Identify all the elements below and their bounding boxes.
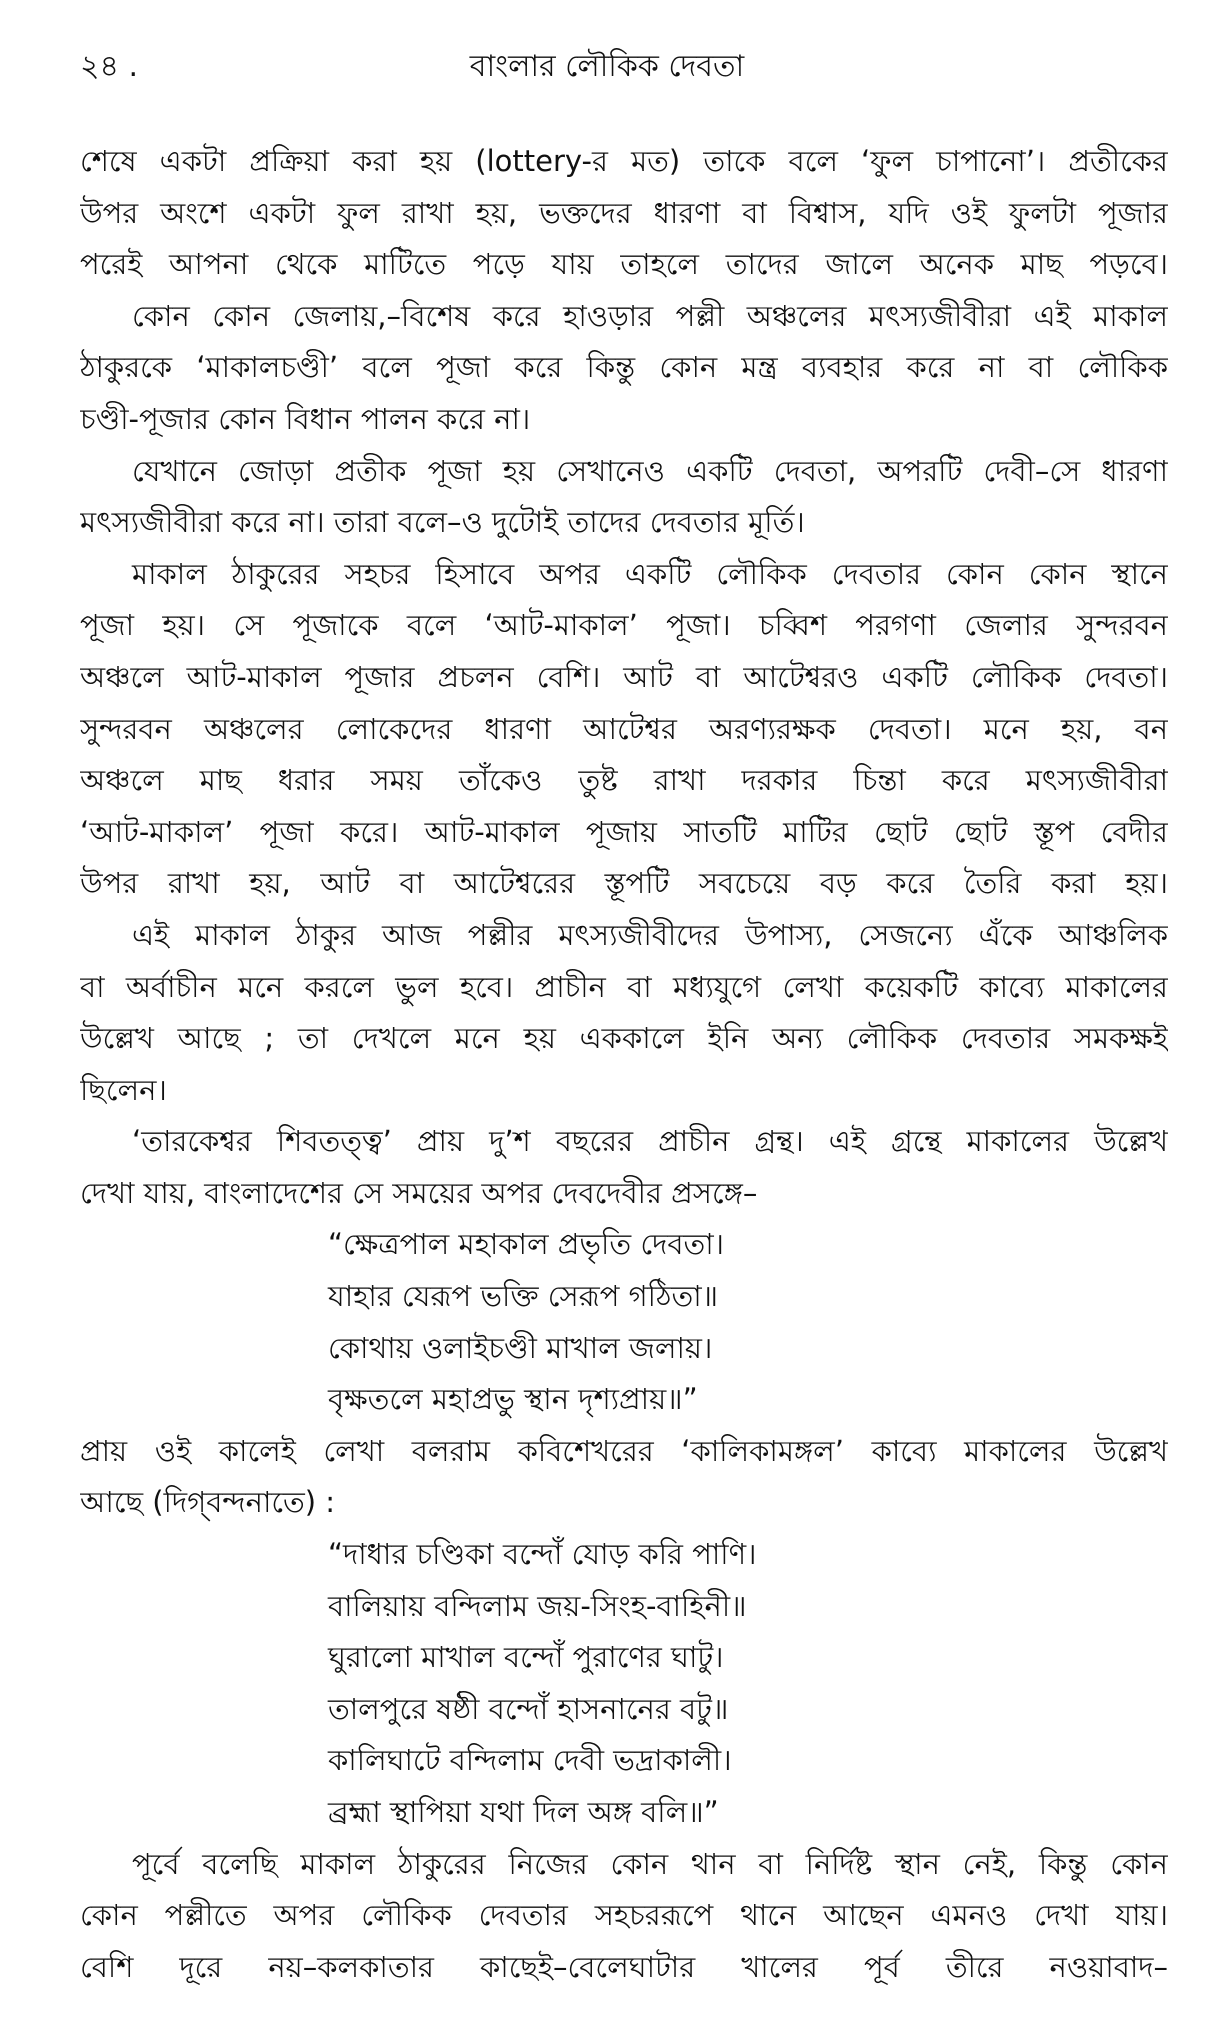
verse-line: যাহার যেরূপ ভক্তি সেরূপ গঠিতা॥ [328, 1279, 719, 1314]
text-line: পূর্বে বলেছি মাকাল ঠাকুরের নিজের কোন থান বা নির্দিষ্ট স্থান নেই, কিন্তু কোন [132, 1846, 1168, 1881]
text-line: ‘আট-মাকাল’ পূজা করে। আট-মাকাল পূজায় সাতটি মাটির ছোট ছোট স্তূপ বেদীর [80, 814, 1168, 849]
text-line: বা অর্বাচীন মনে করলে ভুল হবে। প্রাচীন বা মধ্যযুগে লেখা কয়েকটি কাব্যে মাকালের [80, 969, 1168, 1004]
text-line: ঠাকুরকে ‘মাকালচণ্ডী’ বলে পূজা করে কিন্তু কোন মন্ত্র ব্যবহার করে না বা লৌকিক [80, 350, 1168, 385]
text-line: ‘তারকেশ্বর শিবতত্ত্ব’ প্রায় দু’শ বছরের প্রাচীন গ্রন্থ। এই গ্রন্থে মাকালের উল্লেখ [132, 1124, 1168, 1159]
page-body-text [80, 136, 1168, 1993]
text-line: এই মাকাল ঠাকুর আজ পল্লীর মৎস্যজীবীদের উপাস্য, সেজন্যে এঁকে আঞ্চলিক [132, 917, 1168, 952]
text-line: চণ্ডী-পূজার কোন বিধান পালন করে না। [80, 401, 531, 436]
text-line: অঞ্চলে মাছ ধরার সময় তাঁকেও তুষ্ট রাখা দরকার চিন্তা করে মৎস্যজীবীরা [80, 763, 1168, 798]
text-line: উল্লেখ আছে ; তা দেখলে মনে হয় এককালে ইনি অন্য লৌকিক দেবতার সমকক্ষই [80, 1021, 1168, 1056]
running-title: বাংলার লৌকিক দেবতা [469, 49, 745, 84]
text-line: সুন্দরবন অঞ্চলের লোকেদের ধারণা আটেশ্বর অরণ্যরক্ষক দেবতা। মনে হয়, বন [80, 711, 1168, 746]
text-line: কোন পল্লীতে অপর লৌকিক দেবতার সহচররূপে থানে আছেন এমনও দেখা যায়। [80, 1898, 1168, 1933]
text-line: যেখানে জোড়া প্রতীক পূজা হয় সেখানেও একটি দেবতা, অপরটি দেবী–সে ধারণা [132, 453, 1168, 488]
text-line: শেষে একটা প্রক্রিয়া করা হয় (lottery-র মত) তাকে বলে ‘ফুল চাপানো’। প্রতীকের [80, 144, 1168, 178]
text-line: আছে (দিগ্‌বন্দনাতে) : [80, 1485, 336, 1520]
verse-line: “ক্ষেত্রপাল মহাকাল প্রভৃতি দেবতা। [328, 1227, 724, 1262]
text-line: প্রায় ওই কালেই লেখা বলরাম কবিশেখরের ‘কালিকামঙ্গল’ কাব্যে মাকালের উল্লেখ [80, 1433, 1168, 1468]
verse-line: কালিঘাটে বন্দিলাম দেবী ভদ্রাকালী। [328, 1743, 732, 1778]
verse-line: বালিয়ায় বন্দিলাম জয়-সিংহ-বাহিনী॥ [328, 1588, 747, 1623]
verse-line: বৃক্ষতলে মহাপ্রভু স্থান দৃশ্যপ্রায়॥” [328, 1382, 698, 1417]
verse-line: ব্রহ্মা স্থাপিয়া যথা দিল অঙ্গ বলি॥” [328, 1795, 719, 1829]
text-line: দেখা যায়, বাংলাদেশের সে সময়ের অপর দেবদেবীর প্রসঙ্গে– [80, 1175, 758, 1210]
text-line: বেশি দূরে নয়–কলকাতার কাছেই–বেলেঘাটার খালের পূর্ব তীরে নওয়াবাদ– [80, 1949, 1168, 1984]
text-line: পরেই আপনা থেকে মাটিতে পড়ে যায় তাহলে তাদের জালে অনেক মাছ পড়বে। [80, 247, 1168, 282]
verse-line: ঘুরালো মাখাল বন্দোঁ পুরাণের ঘাটু। [328, 1640, 724, 1675]
text-line: পূজা হয়। সে পূজাকে বলে ‘আট-মাকাল’ পূজা। চব্বিশ পরগণা জেলার সুন্দরবন [80, 608, 1168, 643]
text-line: ছিলেন। [80, 1072, 167, 1107]
text-line: উপর রাখা হয়, আট বা আটেশ্বরের স্তূপটি সবচেয়ে বড় করে তৈরি করা হয়। [80, 866, 1168, 901]
verse-line: কোথায় ওলাইচণ্ডী মাখাল জলায়। [328, 1330, 713, 1365]
verse-line: তালপুরে ষষ্ঠী বন্দোঁ হাসনানের বটু॥ [328, 1691, 729, 1726]
text-line: কোন কোন জেলায়,–বিশেষ করে হাওড়ার পল্লী অঞ্চলের মৎস্যজীবীরা এই মাকাল [132, 298, 1168, 333]
verse-line: “দাধার চণ্ডিকা বন্দোঁ যোড় করি পাণি। [328, 1537, 757, 1572]
text-line: মাকাল ঠাকুরের সহচর হিসাবে অপর একটি লৌকিক দেবতার কোন কোন স্থানে [132, 556, 1168, 591]
page-number: ২৪ . [80, 49, 139, 84]
text-line: মৎস্যজীবীরা করে না। তারা বলে–ও দুটোই তাদের দেবতার মূর্তি। [80, 505, 805, 540]
text-line: উপর অংশে একটা ফুল রাখা হয়, ভক্তদের ধারণা বা বিশ্বাস, যদি ওই ফুলটা পূজার [80, 195, 1168, 230]
text-line: অঞ্চলে আট-মাকাল পূজার প্রচলন বেশি। আট বা আটেশ্বরও একটি লৌকিক দেবতা। [80, 659, 1168, 694]
